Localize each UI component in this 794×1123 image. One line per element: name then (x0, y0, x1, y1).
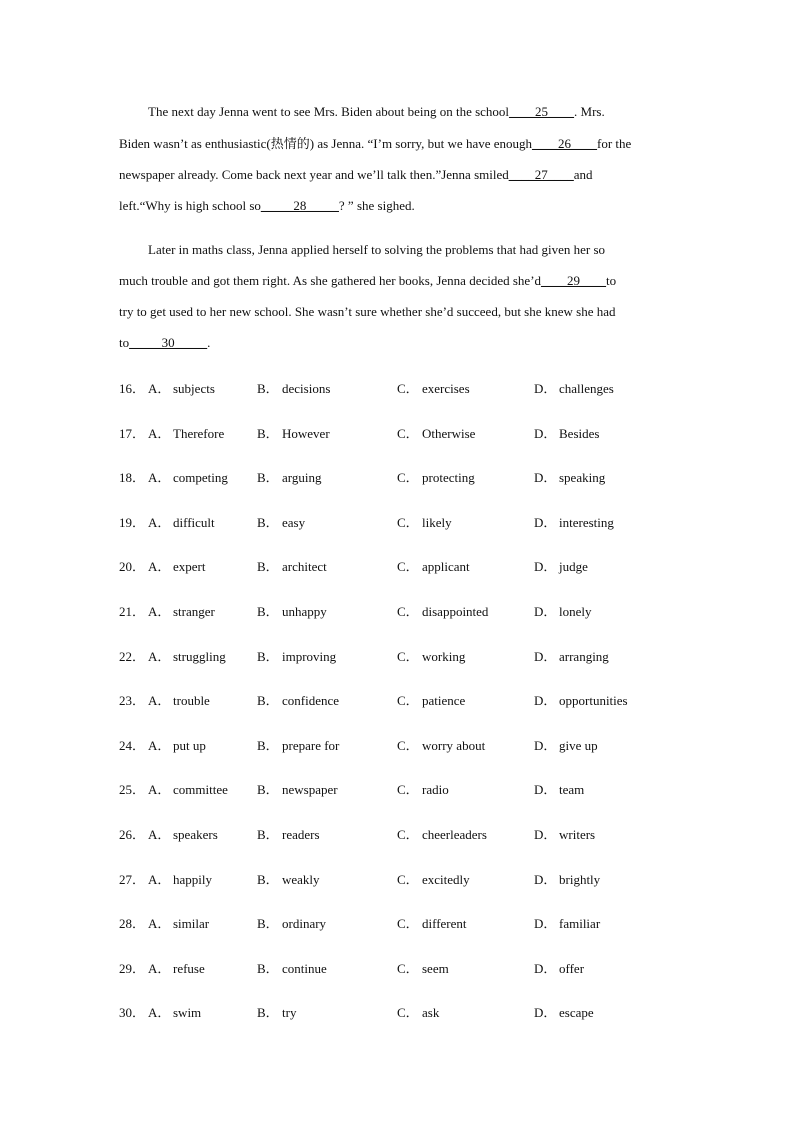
option-text: committee (173, 782, 228, 798)
question-number: 20． (119, 559, 146, 575)
question-number: 29． (119, 960, 146, 976)
option-letter: D． (534, 1005, 557, 1021)
option-letter: D． (534, 916, 557, 932)
option-text: applicant (422, 559, 470, 575)
option-text: easy (282, 514, 306, 530)
option-text: expert (173, 559, 206, 575)
blank-25: ____25____ (509, 104, 575, 119)
option-letter: C． (397, 604, 419, 619)
option-text: radio (422, 782, 449, 798)
question-number: 22． (119, 648, 146, 664)
option-letter: B． (257, 960, 279, 976)
option-letter: D． (534, 425, 557, 441)
option-letter: C． (397, 1005, 419, 1021)
option-d (534, 1004, 594, 1022)
question-item (119, 692, 679, 710)
passage-line: The next day Jenna went to see Mrs. Biden about being on the school____25____. Mrs. (148, 104, 605, 119)
option-d (534, 648, 609, 666)
option-text: excitedly (422, 871, 470, 887)
passage-line: to_____30_____. (119, 335, 211, 350)
passage-line: left.“Why is high school so_____28_____? ” she sighed. (119, 198, 415, 213)
option-letter: D． (534, 737, 557, 753)
option-letter: B． (257, 737, 279, 753)
option-a (148, 603, 215, 621)
option-letter: C． (397, 470, 419, 486)
option-letter: C． (397, 782, 419, 798)
question-number: 19． (119, 514, 146, 530)
option-b (257, 648, 336, 666)
option-text: judge (559, 559, 588, 575)
option-a (148, 915, 209, 933)
option-d (534, 469, 605, 487)
option-d (534, 915, 600, 933)
option-letter: C． (397, 559, 419, 575)
option-d (534, 781, 584, 799)
option-a (148, 514, 215, 532)
option-letter: D． (534, 648, 557, 664)
option-b (257, 558, 327, 576)
question-item (119, 1004, 679, 1022)
question-number: 30． (119, 1005, 146, 1021)
option-text: likely (422, 514, 452, 530)
question-item (119, 871, 679, 889)
question-number: 18． (119, 470, 146, 486)
option-letter: A． (148, 381, 171, 396)
option-c (397, 737, 485, 755)
option-d (534, 514, 614, 532)
option-a (148, 425, 224, 443)
question-item (119, 514, 679, 532)
option-letter: B． (257, 559, 279, 575)
option-text: give up (559, 737, 598, 753)
option-text: arguing (282, 470, 322, 486)
option-letter: A． (148, 693, 171, 709)
option-text: offer (559, 960, 585, 976)
option-text: trouble (173, 693, 210, 709)
option-letter: A． (148, 737, 171, 753)
option-text: interesting (559, 514, 614, 530)
option-letter: B． (257, 871, 279, 887)
option-text: similar (173, 916, 210, 932)
question-number: 16． (119, 381, 146, 396)
option-c (397, 826, 487, 844)
option-letter: B． (257, 782, 279, 798)
option-a (148, 1004, 201, 1022)
option-text: cheerleaders (422, 827, 487, 842)
option-letter: D． (534, 827, 557, 842)
option-c (397, 558, 470, 576)
option-text: decisions (282, 381, 331, 396)
option-a (148, 781, 228, 799)
passage-line: newspaper already. Come back next year and we’ll talk then.”Jenna smiled____27____and (119, 167, 593, 182)
option-b (257, 915, 326, 933)
option-a (148, 871, 212, 889)
option-letter: B． (257, 514, 279, 530)
passage-line: Later in maths class, Jenna applied herself to solving the problems that had given her so (148, 242, 606, 257)
option-text: worry about (422, 737, 486, 753)
option-letter: A． (148, 827, 171, 842)
option-letter: C． (397, 871, 419, 887)
option-c (397, 425, 475, 443)
option-b (257, 1004, 296, 1022)
option-letter: B． (257, 693, 279, 709)
option-letter: A． (148, 604, 171, 619)
option-letter: A． (148, 916, 171, 932)
question-item (119, 960, 679, 978)
option-a (148, 648, 226, 666)
option-text: exercises (422, 381, 470, 396)
question-item (119, 648, 679, 666)
option-text: Otherwise (422, 425, 476, 441)
option-a (148, 380, 215, 398)
option-text: prepare for (282, 737, 340, 753)
option-c (397, 1004, 439, 1022)
option-letter: A． (148, 648, 171, 664)
option-b (257, 692, 339, 710)
option-d (534, 737, 598, 755)
option-letter: D． (534, 693, 557, 709)
option-c (397, 781, 449, 799)
option-b (257, 380, 330, 398)
option-text: readers (282, 827, 320, 842)
option-text: competing (173, 470, 228, 486)
option-d (534, 380, 614, 398)
option-text: escape (559, 1005, 594, 1021)
option-letter: D． (534, 604, 557, 619)
option-letter: A． (148, 782, 171, 798)
option-letter: A． (148, 871, 171, 887)
option-a (148, 692, 210, 710)
option-letter: C． (397, 827, 419, 842)
option-text: newspaper (282, 782, 338, 798)
question-number: 17． (119, 425, 146, 441)
question-number: 26． (119, 827, 146, 842)
option-a (148, 558, 205, 576)
option-text: brightly (559, 871, 601, 887)
option-text: refuse (173, 960, 205, 976)
option-letter: B． (257, 381, 279, 396)
option-letter: A． (148, 470, 171, 486)
option-text: speakers (173, 827, 218, 842)
option-d (534, 826, 595, 844)
blank-30: _____30_____ (129, 335, 208, 350)
option-text: writers (559, 827, 596, 842)
option-b (257, 826, 320, 844)
option-c (397, 380, 470, 398)
option-d (534, 692, 628, 710)
option-letter: C． (397, 693, 419, 709)
option-text: improving (282, 648, 337, 664)
option-text: However (282, 425, 330, 441)
option-text: different (422, 916, 467, 932)
option-b (257, 425, 330, 443)
option-b (257, 514, 305, 532)
option-b (257, 960, 327, 978)
blank-27: ____27____ (508, 167, 574, 182)
question-item (119, 380, 679, 398)
question-item (119, 781, 679, 799)
question-number: 27． (119, 871, 146, 887)
option-b (257, 781, 338, 799)
question-item (119, 603, 679, 621)
option-letter: B． (257, 827, 279, 842)
option-text: patience (422, 693, 466, 709)
option-text: unhappy (282, 604, 327, 619)
option-text: architect (282, 559, 327, 575)
option-text: seem (422, 960, 449, 976)
option-text: put up (173, 737, 206, 753)
option-text: subjects (173, 381, 215, 396)
option-text: happily (173, 871, 212, 887)
option-text: try (282, 1005, 297, 1021)
option-letter: C． (397, 514, 419, 530)
option-text: working (422, 648, 466, 664)
option-c (397, 915, 467, 933)
option-letter: D． (534, 559, 557, 575)
passage-line: much trouble and got them right. As she gathered her books, Jenna decided she’d____29____to (119, 273, 617, 288)
question-item (119, 915, 679, 933)
option-c (397, 871, 470, 889)
question-number: 28． (119, 916, 146, 932)
option-d (534, 603, 592, 621)
option-letter: D． (534, 960, 557, 976)
option-letter: B． (257, 604, 279, 619)
blank-28: _____28_____ (260, 198, 339, 213)
option-letter: B． (257, 425, 279, 441)
option-d (534, 871, 600, 889)
option-text: Besides (559, 425, 600, 441)
option-text: confidence (282, 693, 340, 709)
option-text: team (559, 782, 585, 798)
option-text: ordinary (282, 916, 327, 932)
option-d (534, 425, 599, 443)
passage-line: try to get used to her new school. She wasn’t sure whether she’d succeed, but she knew she had (119, 304, 616, 319)
option-text: disappointed (422, 604, 489, 619)
option-letter: B． (257, 648, 279, 664)
option-c (397, 469, 475, 487)
option-letter: D． (534, 514, 557, 530)
option-text: ask (422, 1005, 440, 1021)
question-number: 21． (119, 604, 146, 619)
option-text: difficult (173, 514, 215, 530)
option-letter: C． (397, 960, 419, 976)
question-item (119, 826, 679, 844)
option-b (257, 737, 339, 755)
option-c (397, 648, 465, 666)
option-letter: B． (257, 470, 279, 486)
option-letter: D． (534, 381, 557, 396)
question-number: 24． (119, 737, 146, 753)
option-text: opportunities (559, 693, 628, 709)
question-item (119, 558, 679, 576)
option-c (397, 514, 452, 532)
option-letter: C． (397, 425, 419, 441)
option-letter: A． (148, 960, 171, 976)
option-text: familiar (559, 916, 601, 932)
option-letter: C． (397, 737, 419, 753)
option-c (397, 960, 449, 978)
option-c (397, 603, 488, 621)
option-d (534, 960, 584, 978)
option-a (148, 826, 218, 844)
option-text: lonely (559, 604, 592, 619)
question-number: 23． (119, 693, 146, 709)
option-letter: A． (148, 425, 171, 441)
option-letter: D． (534, 782, 557, 798)
option-letter: C． (397, 381, 419, 396)
option-text: challenges (559, 381, 614, 396)
option-letter: A． (148, 559, 171, 575)
option-letter: A． (148, 1005, 171, 1021)
option-letter: D． (534, 871, 557, 887)
option-letter: C． (397, 916, 419, 932)
option-letter: C． (397, 648, 419, 664)
option-a (148, 960, 205, 978)
blank-26: ____26____ (532, 136, 598, 151)
blank-29: ____29____ (541, 273, 607, 288)
option-d (534, 558, 588, 576)
option-c (397, 692, 465, 710)
option-b (257, 603, 327, 621)
option-a (148, 469, 228, 487)
question-item (119, 469, 679, 487)
option-text: arranging (559, 648, 609, 664)
option-letter: D． (534, 470, 557, 486)
question-number: 25． (119, 782, 146, 798)
option-text: swim (173, 1005, 202, 1021)
option-text: struggling (173, 648, 226, 664)
option-letter: B． (257, 916, 279, 932)
option-a (148, 737, 206, 755)
question-item (119, 425, 679, 443)
option-text: stranger (173, 604, 215, 619)
option-letter: A． (148, 514, 171, 530)
option-letter: B． (257, 1005, 279, 1021)
option-b (257, 871, 320, 889)
passage-line: Biden wasn’t as enthusiastic(热情的) as Jenna. “I’m sorry, but we have enough____26____for the (119, 136, 632, 151)
option-b (257, 469, 321, 487)
option-text: Therefore (173, 425, 225, 441)
option-text: protecting (422, 470, 475, 486)
question-item (119, 737, 679, 755)
option-text: speaking (559, 470, 606, 486)
option-text: continue (282, 960, 327, 976)
option-text: weakly (282, 871, 320, 887)
